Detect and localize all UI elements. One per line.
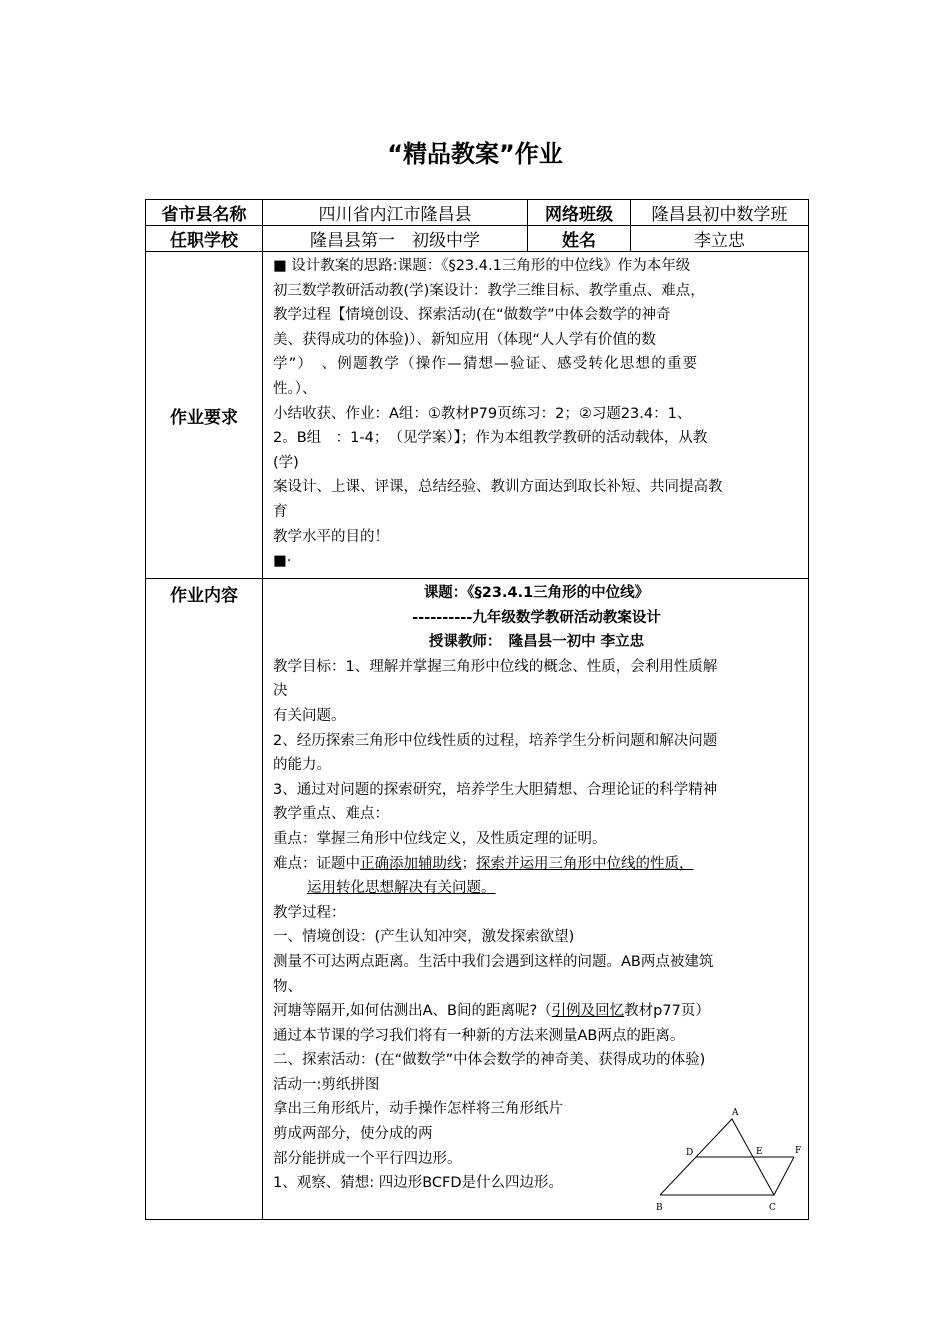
label-name: 姓名 — [528, 226, 631, 252]
content-line: 测量不可达两点距离。生活中我们会遇到这样的问题。AB两点被建筑 — [273, 953, 714, 970]
assignment-table — [145, 199, 809, 1220]
lesson-subtitle: ----------九年级数学教研活动教案设计 — [412, 609, 661, 626]
content-line: 活动一:剪纸拼图 — [273, 1076, 380, 1093]
value-name: 李立忠 — [631, 226, 809, 252]
requirement-label: 作业要求 — [146, 252, 263, 579]
requirement-line: (学) — [273, 454, 299, 471]
reference-prefix: 河塘等隔开,如何估测出A、B间的距离呢?（ — [273, 1003, 552, 1020]
segment-CF — [774, 1157, 794, 1195]
requirement-line: 初三数学教研活动教(学)案设计：教学三维目标、教学重点、难点， — [273, 282, 705, 299]
content-line: 2、经历探索三角形中位线性质的过程，培养学生分析问题和解决问题 — [273, 732, 718, 749]
value-class: 隆昌县初中数学班 — [631, 200, 809, 226]
requirement-row — [146, 252, 809, 579]
triangle-figure — [648, 1107, 808, 1219]
label-B: B — [656, 1203, 663, 1213]
content-line: 的能力。 — [273, 757, 331, 774]
requirement-line: 学”） 、例题教学（操作—猜想—验证、感受转化思想的重要 — [273, 356, 699, 373]
content-line: 有关问题。 — [273, 707, 346, 724]
content-line: 部分能拼成一个平行四边形。 — [273, 1150, 462, 1167]
difficulty-point-1: 正确添加辅助线 — [360, 855, 462, 872]
value-school: 隆昌县第一 初级中学 — [263, 226, 528, 252]
reference-underlined: 引例及回忆 — [551, 1003, 625, 1020]
label-C: C — [769, 1203, 776, 1213]
requirement-line: 小结收获、作业：A组：①教材P79页练习：2；②习题23.4：1、 — [273, 405, 692, 422]
content-row — [146, 579, 809, 1220]
requirement-line: 2。B组 ：1-4； （见学案）】；作为本组教学教研的活动载体，从教 — [273, 430, 708, 447]
content-line: 决 — [273, 683, 288, 700]
content-line: 1、观察、猜想: 四边形BCFD是什么四边形。 — [273, 1175, 564, 1192]
difficulty-separator: ； — [461, 855, 476, 872]
content-line: 剪成两部分，使分成的两 — [273, 1126, 433, 1143]
label-F: F — [795, 1146, 802, 1156]
requirement-line: 美、获得成功的体验)）、新知应用（体现“人人学有价值的数 — [273, 331, 656, 348]
content-line: 教学重点、难点： — [273, 806, 389, 823]
content-line: 3、通过对问题的探索研究，培养学生大胆猜想、合理论证的科学精神 — [273, 781, 718, 798]
content-line: 一、情境创设：(产生认知冲突，激发探索欲望) — [273, 929, 575, 946]
content-line: 重点：掌握三角形中位线定义，及性质定理的证明。 — [273, 830, 607, 847]
value-region: 四川省内江市隆昌县 — [263, 200, 528, 226]
content-text — [263, 579, 809, 1220]
requirement-line: 案设计、上课、评课，总结经验、教训方面达到取长补短、共同提高教 — [273, 479, 723, 496]
difficulty-prefix: 难点：证题中 — [273, 855, 360, 872]
content-line: 通过本节课的学习我们将有一种新的方法来测量AB两点的距离。 — [273, 1027, 685, 1044]
requirement-line: ■ 设计教案的思路:课题：《§23.4.1三角形的中位线》作为本年级 — [273, 258, 691, 274]
label-region: 省市县名称 — [146, 200, 263, 226]
label-E: E — [756, 1147, 763, 1157]
content-line: 物、 — [273, 978, 302, 995]
requirement-line: 教学过程【情境创设、探索活动(在“做数学”中体会数学的神奇 — [273, 307, 671, 324]
requirement-line: ■· — [273, 553, 292, 570]
content-line: 拿出三角形纸片，动手操作怎样将三角形纸片 — [273, 1101, 563, 1118]
reference-line — [273, 999, 800, 1024]
reference-suffix: 教材p77页） — [624, 1003, 710, 1020]
content-line: 教学过程： — [273, 904, 346, 921]
difficulty-point-2: 探索并运用三角形中位线的性质， — [476, 855, 694, 872]
label-A: A — [732, 1108, 739, 1118]
content-line: 二、探索活动：(在“做数学”中体会数学的神奇美、获得成功的体验) — [273, 1052, 706, 1069]
requirement-line: 性。）、 — [273, 380, 317, 397]
content-label: 作业内容 — [146, 579, 263, 1220]
header-row-school — [146, 226, 809, 252]
label-class: 网络班级 — [528, 200, 631, 226]
label-school: 任职学校 — [146, 226, 263, 252]
content-line: 教学目标：1、理解并掌握三角形中位线的概念、性质，会利用性质解 — [273, 658, 718, 675]
requirement-line: 育 — [273, 503, 288, 520]
requirement-text — [263, 252, 809, 579]
lesson-teacher: 授课教师： 隆昌县一初中 李立忠 — [428, 634, 645, 651]
difficulty-point-3: 运用转化思想解决有关问题。 — [307, 880, 496, 897]
difficulty-line-2 — [273, 876, 800, 901]
difficulty-line — [273, 852, 800, 877]
lesson-title: 课题：《§23.4.1三角形的中位线》 — [423, 585, 650, 601]
header-row-region — [146, 200, 809, 226]
requirement-line: 教学水平的目的！ — [273, 528, 389, 545]
label-D: D — [686, 1148, 694, 1158]
document-title: “精品教案”作业 — [387, 140, 563, 168]
